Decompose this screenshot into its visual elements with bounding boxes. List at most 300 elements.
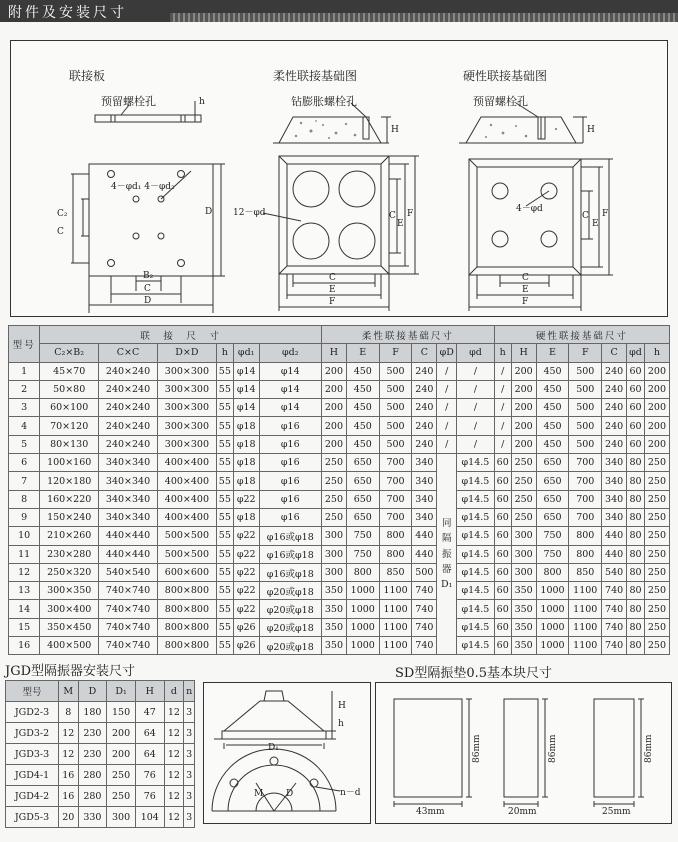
table-cell: 400×400 bbox=[157, 490, 216, 508]
table-cell: 1100 bbox=[569, 600, 602, 618]
group-header-row bbox=[9, 326, 670, 344]
table-cell: 200 bbox=[321, 380, 346, 398]
table-cell: 60 bbox=[627, 417, 645, 435]
jgd-d-label: D bbox=[286, 789, 294, 799]
jgd-col-header: 型号 bbox=[6, 681, 59, 702]
table-cell: 55 bbox=[216, 399, 233, 417]
table-cell: 500×500 bbox=[157, 545, 216, 563]
table-cell: 650 bbox=[536, 490, 569, 508]
table-cell: 800×800 bbox=[157, 618, 216, 636]
jgd-cell: JGD4-2 bbox=[6, 786, 59, 807]
table-cell: 300 bbox=[321, 545, 346, 563]
rigid-holes-label: 4－φd bbox=[516, 204, 543, 214]
table-cell: 250 bbox=[644, 490, 669, 508]
table-cell: 300×400 bbox=[40, 600, 99, 618]
table-cell: 740 bbox=[602, 600, 627, 618]
table-cell: 80 bbox=[627, 582, 645, 600]
table-cell: 55 bbox=[216, 454, 233, 472]
table-cell: 250 bbox=[644, 527, 669, 545]
table-cell: φ18 bbox=[233, 417, 259, 435]
table-cell: φ16 bbox=[259, 508, 321, 526]
table-cell: 3 bbox=[9, 399, 40, 417]
table-cell: 400×500 bbox=[40, 637, 99, 655]
col-header: H bbox=[511, 344, 536, 362]
table-cell: 250 bbox=[644, 508, 669, 526]
table-cell: 9 bbox=[9, 508, 40, 526]
col-header: E bbox=[346, 344, 379, 362]
table-cell: 210×260 bbox=[40, 527, 99, 545]
table-cell: 60 bbox=[627, 399, 645, 417]
jgd-cell: 250 bbox=[107, 765, 136, 786]
table-cell: 800×800 bbox=[157, 582, 216, 600]
table-cell: 80 bbox=[627, 600, 645, 618]
table-cell: 700 bbox=[379, 472, 412, 490]
table-row bbox=[9, 472, 670, 490]
table-cell: 240 bbox=[602, 362, 627, 380]
jgd-h-large: H bbox=[338, 701, 346, 711]
table-cell: 100×160 bbox=[40, 454, 99, 472]
table-cell: 740 bbox=[412, 582, 437, 600]
col-header: C×C bbox=[99, 344, 158, 362]
table-cell: 150×240 bbox=[40, 508, 99, 526]
table-row bbox=[9, 582, 670, 600]
table-row bbox=[9, 380, 670, 398]
table-cell: 240 bbox=[412, 399, 437, 417]
table-cell: 740 bbox=[412, 600, 437, 618]
col-header: φd₁ bbox=[233, 344, 259, 362]
table-cell: 200 bbox=[321, 362, 346, 380]
table-cell: 800×800 bbox=[157, 637, 216, 655]
table-cell: 650 bbox=[536, 472, 569, 490]
jgd-cell: 230 bbox=[78, 723, 107, 744]
table-cell: 350 bbox=[511, 618, 536, 636]
table-cell: 240×240 bbox=[99, 435, 158, 453]
table-cell: 400×400 bbox=[157, 472, 216, 490]
jgd-cell: 76 bbox=[135, 765, 164, 786]
table-cell: 1100 bbox=[569, 582, 602, 600]
table-cell: 240 bbox=[412, 417, 437, 435]
table-cell: 340×340 bbox=[99, 508, 158, 526]
table-cell: φ18 bbox=[233, 454, 259, 472]
table-cell: 240×240 bbox=[99, 399, 158, 417]
table-cell: 200 bbox=[644, 417, 669, 435]
table-cell: 700 bbox=[569, 472, 602, 490]
dimension-table bbox=[8, 325, 670, 655]
table-cell: 60 bbox=[494, 637, 511, 655]
sd-block-3 bbox=[594, 699, 634, 797]
table-cell: 5 bbox=[9, 435, 40, 453]
table-cell: 10 bbox=[9, 527, 40, 545]
jgd-cell: 64 bbox=[135, 723, 164, 744]
table-cell: 340 bbox=[412, 508, 437, 526]
jgd-cell: 230 bbox=[78, 744, 107, 765]
table-cell: 200 bbox=[644, 435, 669, 453]
table-cell: 240 bbox=[602, 417, 627, 435]
table-cell: φ14 bbox=[233, 399, 259, 417]
table-cell: 700 bbox=[379, 454, 412, 472]
sd-block-3-height: 86mm bbox=[644, 734, 654, 763]
table-cell: 850 bbox=[569, 563, 602, 581]
table-cell: 440×440 bbox=[99, 527, 158, 545]
rigid-h-label: H bbox=[587, 125, 595, 135]
jgd-row bbox=[6, 723, 195, 744]
table-cell: 60 bbox=[627, 380, 645, 398]
table-cell: 440 bbox=[412, 527, 437, 545]
table-cell: 250 bbox=[644, 582, 669, 600]
col-header: C₂×B₂ bbox=[40, 344, 99, 362]
table-cell: 13 bbox=[9, 582, 40, 600]
table-cell: 500 bbox=[379, 399, 412, 417]
table-cell: 300×300 bbox=[157, 399, 216, 417]
merged-char: 隔 bbox=[442, 533, 452, 545]
jgd-nd-label: n－d bbox=[340, 788, 361, 798]
table-row bbox=[9, 508, 670, 526]
table-cell: 740×740 bbox=[99, 582, 158, 600]
merged-char: 振 bbox=[442, 548, 452, 560]
table-row bbox=[9, 527, 670, 545]
table-cell: 240 bbox=[412, 435, 437, 453]
jgd-h-small: h bbox=[338, 719, 344, 729]
col-header: H bbox=[321, 344, 346, 362]
flex-f-label-bottom: F bbox=[329, 297, 336, 307]
table-cell: 45×70 bbox=[40, 362, 99, 380]
table-cell: 250×320 bbox=[40, 563, 99, 581]
table-cell: 250 bbox=[644, 600, 669, 618]
table-cell: 340 bbox=[602, 454, 627, 472]
jgd-cell: JGD5-3 bbox=[6, 807, 59, 828]
table-cell: φ16 bbox=[259, 472, 321, 490]
table-cell: φ16或φ18 bbox=[259, 527, 321, 545]
table-cell: 230×280 bbox=[40, 545, 99, 563]
table-cell: 60 bbox=[494, 545, 511, 563]
table-cell: 7 bbox=[9, 472, 40, 490]
concrete-hatch bbox=[295, 120, 357, 139]
table-cell: 200 bbox=[644, 380, 669, 398]
rigid-e-label-right: E bbox=[592, 219, 599, 229]
table-cell: 440 bbox=[602, 527, 627, 545]
table-cell: 55 bbox=[216, 417, 233, 435]
col-header: φd₂ bbox=[259, 344, 321, 362]
table-cell: φ16 bbox=[259, 490, 321, 508]
jgd-cell: 300 bbox=[107, 807, 136, 828]
table-cell: 60 bbox=[494, 527, 511, 545]
group-rigid: 硬性联接基础尺寸 bbox=[494, 326, 669, 344]
table-cell: 55 bbox=[216, 582, 233, 600]
merged-isolator-cell bbox=[437, 454, 457, 655]
table-cell: φ14.5 bbox=[457, 563, 494, 581]
jgd-cell: JGD2-3 bbox=[6, 702, 59, 723]
table-cell: 1000 bbox=[536, 637, 569, 655]
table-cell: φ14 bbox=[259, 362, 321, 380]
table-cell: 500 bbox=[379, 417, 412, 435]
table-cell: φ14.5 bbox=[457, 618, 494, 636]
jgd-cell: 12 bbox=[58, 744, 78, 765]
table-cell: 300 bbox=[321, 563, 346, 581]
table-cell: 1100 bbox=[569, 637, 602, 655]
table-cell: 750 bbox=[536, 545, 569, 563]
jgd-cell: JGD3-2 bbox=[6, 723, 59, 744]
table-cell: 240×240 bbox=[99, 362, 158, 380]
group-flexible: 柔性联接基础尺寸 bbox=[321, 326, 494, 344]
rigid-foundation-section bbox=[459, 103, 587, 143]
table-cell: 500 bbox=[379, 435, 412, 453]
table-cell: / bbox=[437, 399, 457, 417]
table-cell: 300×300 bbox=[157, 362, 216, 380]
table-cell: 700 bbox=[569, 490, 602, 508]
table-cell: φ14.5 bbox=[457, 600, 494, 618]
table-cell: 200 bbox=[511, 435, 536, 453]
rigid-foundation-plan bbox=[469, 159, 613, 311]
table-cell: 700 bbox=[379, 508, 412, 526]
column-header-row bbox=[9, 344, 670, 362]
table-cell: 250 bbox=[321, 472, 346, 490]
jgd-cell: 3 bbox=[184, 723, 195, 744]
jgd-m-label: M bbox=[254, 789, 264, 799]
table-cell: / bbox=[457, 417, 494, 435]
table-cell: 340 bbox=[602, 508, 627, 526]
table-cell: 700 bbox=[379, 490, 412, 508]
table-cell: φ22 bbox=[233, 527, 259, 545]
table-cell: 80 bbox=[627, 472, 645, 490]
table-cell: 200 bbox=[321, 417, 346, 435]
plate-b2-label: B₂ bbox=[143, 271, 154, 281]
table-cell: φ22 bbox=[233, 545, 259, 563]
merged-char: 器 bbox=[442, 563, 452, 575]
jgd-cell: 3 bbox=[184, 765, 195, 786]
sd-block-1 bbox=[394, 699, 462, 797]
table-cell: 300×300 bbox=[157, 417, 216, 435]
table-cell: φ16 bbox=[259, 454, 321, 472]
header-stripe bbox=[170, 13, 678, 22]
sd-blocks-drawing bbox=[376, 683, 671, 823]
sd-block-2-height: 86mm bbox=[548, 734, 558, 763]
sd-block-2 bbox=[504, 699, 538, 797]
table-cell: 250 bbox=[644, 472, 669, 490]
table-cell: 1000 bbox=[346, 600, 379, 618]
flex-c-label-right: C bbox=[389, 211, 396, 221]
col-header: h bbox=[644, 344, 669, 362]
table-cell: 60 bbox=[494, 600, 511, 618]
table-cell: φ14.5 bbox=[457, 637, 494, 655]
table-cell: 1100 bbox=[379, 600, 412, 618]
table-cell: φ18 bbox=[233, 472, 259, 490]
jgd-cell: 12 bbox=[58, 723, 78, 744]
table-cell: 55 bbox=[216, 618, 233, 636]
table-cell: φ14.5 bbox=[457, 454, 494, 472]
sd-block-1-height: 86mm bbox=[472, 734, 482, 763]
table-cell: 450 bbox=[536, 399, 569, 417]
jgd-cell: 330 bbox=[78, 807, 107, 828]
table-cell: 6 bbox=[9, 454, 40, 472]
sd-block-1-width: 43mm bbox=[416, 807, 445, 817]
jgd-cell: 12 bbox=[164, 702, 184, 723]
table-cell: 700 bbox=[569, 454, 602, 472]
table-cell: 1000 bbox=[536, 618, 569, 636]
jgd-cell: 280 bbox=[78, 786, 107, 807]
table-cell: 300×300 bbox=[157, 435, 216, 453]
table-cell: 350×450 bbox=[40, 618, 99, 636]
flex-e-label-bottom: E bbox=[329, 285, 336, 295]
table-cell: 60 bbox=[494, 582, 511, 600]
table-cell: 240×240 bbox=[99, 417, 158, 435]
jgd-cell: 76 bbox=[135, 786, 164, 807]
table-cell: φ20或φ18 bbox=[259, 600, 321, 618]
table-cell: 250 bbox=[511, 454, 536, 472]
table-cell: 340 bbox=[412, 472, 437, 490]
plate-c-label-bottom: C bbox=[144, 284, 151, 294]
table-cell: 340 bbox=[412, 454, 437, 472]
table-cell: φ14.5 bbox=[457, 582, 494, 600]
table-cell: 500 bbox=[569, 399, 602, 417]
jgd-cell: 47 bbox=[135, 702, 164, 723]
table-cell: 350 bbox=[511, 600, 536, 618]
jgd-col-header: H bbox=[135, 681, 164, 702]
jgd-cell: 16 bbox=[58, 765, 78, 786]
table-cell: 500×500 bbox=[157, 527, 216, 545]
table-cell: 200 bbox=[321, 399, 346, 417]
table-cell: / bbox=[457, 380, 494, 398]
table-cell: 500 bbox=[412, 563, 437, 581]
table-row bbox=[9, 399, 670, 417]
table-cell: φ20或φ18 bbox=[259, 582, 321, 600]
table-cell: 650 bbox=[346, 472, 379, 490]
table-cell: 12 bbox=[9, 563, 40, 581]
table-cell: / bbox=[457, 399, 494, 417]
jgd-d1-label: D₁ bbox=[268, 743, 279, 753]
table-cell: 80 bbox=[627, 490, 645, 508]
table-cell: 80 bbox=[627, 637, 645, 655]
table-cell: 55 bbox=[216, 637, 233, 655]
table-cell: φ26 bbox=[233, 637, 259, 655]
table-cell: 350 bbox=[511, 582, 536, 600]
table-cell: / bbox=[457, 362, 494, 380]
table-cell: 15 bbox=[9, 618, 40, 636]
table-cell: 300 bbox=[511, 545, 536, 563]
table-cell: 250 bbox=[511, 472, 536, 490]
table-cell: 500 bbox=[379, 380, 412, 398]
table-cell: 1000 bbox=[536, 600, 569, 618]
table-cell: 740 bbox=[602, 582, 627, 600]
table-cell: φ14 bbox=[259, 380, 321, 398]
jgd-cell: 200 bbox=[107, 723, 136, 744]
jgd-cell: 64 bbox=[135, 744, 164, 765]
table-cell: 55 bbox=[216, 545, 233, 563]
table-cell: φ20或φ18 bbox=[259, 618, 321, 636]
table-cell: 55 bbox=[216, 600, 233, 618]
table-cell: 650 bbox=[346, 454, 379, 472]
table-cell: 700 bbox=[569, 508, 602, 526]
table-cell: 350 bbox=[321, 637, 346, 655]
table-cell: 240 bbox=[412, 380, 437, 398]
jgd-row bbox=[6, 702, 195, 723]
sd-block-3-width: 25mm bbox=[602, 807, 631, 817]
jgd-cell: 250 bbox=[107, 786, 136, 807]
table-cell: 800×800 bbox=[157, 600, 216, 618]
table-cell: 340 bbox=[602, 490, 627, 508]
table-cell: 250 bbox=[511, 508, 536, 526]
table-cell: 450 bbox=[536, 362, 569, 380]
table-cell: 500 bbox=[569, 435, 602, 453]
table-cell: 16 bbox=[9, 637, 40, 655]
jgd-cell: 12 bbox=[164, 807, 184, 828]
flex-h-label: H bbox=[391, 125, 399, 135]
flex-title: 柔性联接基础图 bbox=[273, 69, 358, 83]
table-cell: 740 bbox=[602, 618, 627, 636]
table-cell: 740×740 bbox=[99, 600, 158, 618]
table-cell: φ22 bbox=[233, 600, 259, 618]
jgd-cell: 104 bbox=[135, 807, 164, 828]
jgd-cell: 16 bbox=[58, 786, 78, 807]
table-cell: 80 bbox=[627, 545, 645, 563]
table-cell: 240 bbox=[602, 380, 627, 398]
table-cell: 80 bbox=[627, 454, 645, 472]
table-cell: 450 bbox=[346, 362, 379, 380]
table-cell: / bbox=[494, 417, 511, 435]
flex-foundation-section bbox=[273, 103, 391, 143]
table-cell: 240 bbox=[602, 435, 627, 453]
jgd-cell: 12 bbox=[164, 744, 184, 765]
table-cell: φ14 bbox=[259, 399, 321, 417]
plate-hole-label: 预留螺栓孔 bbox=[101, 95, 156, 108]
col-header: F bbox=[569, 344, 602, 362]
table-cell: 4 bbox=[9, 417, 40, 435]
table-cell: 800 bbox=[379, 527, 412, 545]
table-row bbox=[9, 435, 670, 453]
table-cell: 60 bbox=[494, 454, 511, 472]
table-cell: 1100 bbox=[569, 618, 602, 636]
table-cell: 740×740 bbox=[99, 637, 158, 655]
table-cell: 1000 bbox=[346, 582, 379, 600]
sd-title: SD型隔振垫0.5基本块尺寸 bbox=[395, 666, 553, 681]
table-cell: 60 bbox=[494, 563, 511, 581]
table-cell: 540×540 bbox=[99, 563, 158, 581]
table-cell: 250 bbox=[511, 490, 536, 508]
table-cell: 200 bbox=[511, 380, 536, 398]
jgd-cell: 3 bbox=[184, 807, 195, 828]
flex-holes-label: 12－φd bbox=[233, 208, 266, 218]
col-header: D×D bbox=[157, 344, 216, 362]
table-cell: 400×400 bbox=[157, 454, 216, 472]
table-cell: 650 bbox=[346, 508, 379, 526]
table-cell: 200 bbox=[511, 362, 536, 380]
table-cell: 1100 bbox=[379, 637, 412, 655]
rigid-c-label-bottom: C bbox=[522, 273, 529, 283]
jgd-cell: 3 bbox=[184, 786, 195, 807]
table-cell: 1100 bbox=[379, 582, 412, 600]
table-cell: 440 bbox=[602, 545, 627, 563]
table-cell: φ14.5 bbox=[457, 545, 494, 563]
table-cell: / bbox=[437, 417, 457, 435]
table-cell: 80 bbox=[627, 508, 645, 526]
table-cell: 340 bbox=[412, 490, 437, 508]
plate-d-label-right: D bbox=[205, 207, 213, 217]
jgd-col-header: M bbox=[58, 681, 78, 702]
col-header: C bbox=[602, 344, 627, 362]
jgd-cell: 150 bbox=[107, 702, 136, 723]
col-header: h bbox=[216, 344, 233, 362]
rigid-f-label-right: F bbox=[602, 209, 609, 219]
table-cell: 8 bbox=[9, 490, 40, 508]
table-cell: φ16 bbox=[259, 435, 321, 453]
table-cell: 250 bbox=[644, 637, 669, 655]
table-cell: 250 bbox=[644, 618, 669, 636]
table-cell: φ18 bbox=[233, 508, 259, 526]
table-cell: 80 bbox=[627, 563, 645, 581]
jgd-drawing-panel bbox=[203, 682, 371, 824]
table-cell: φ16 bbox=[259, 417, 321, 435]
table-cell: 240 bbox=[602, 399, 627, 417]
table-cell: 350 bbox=[511, 637, 536, 655]
